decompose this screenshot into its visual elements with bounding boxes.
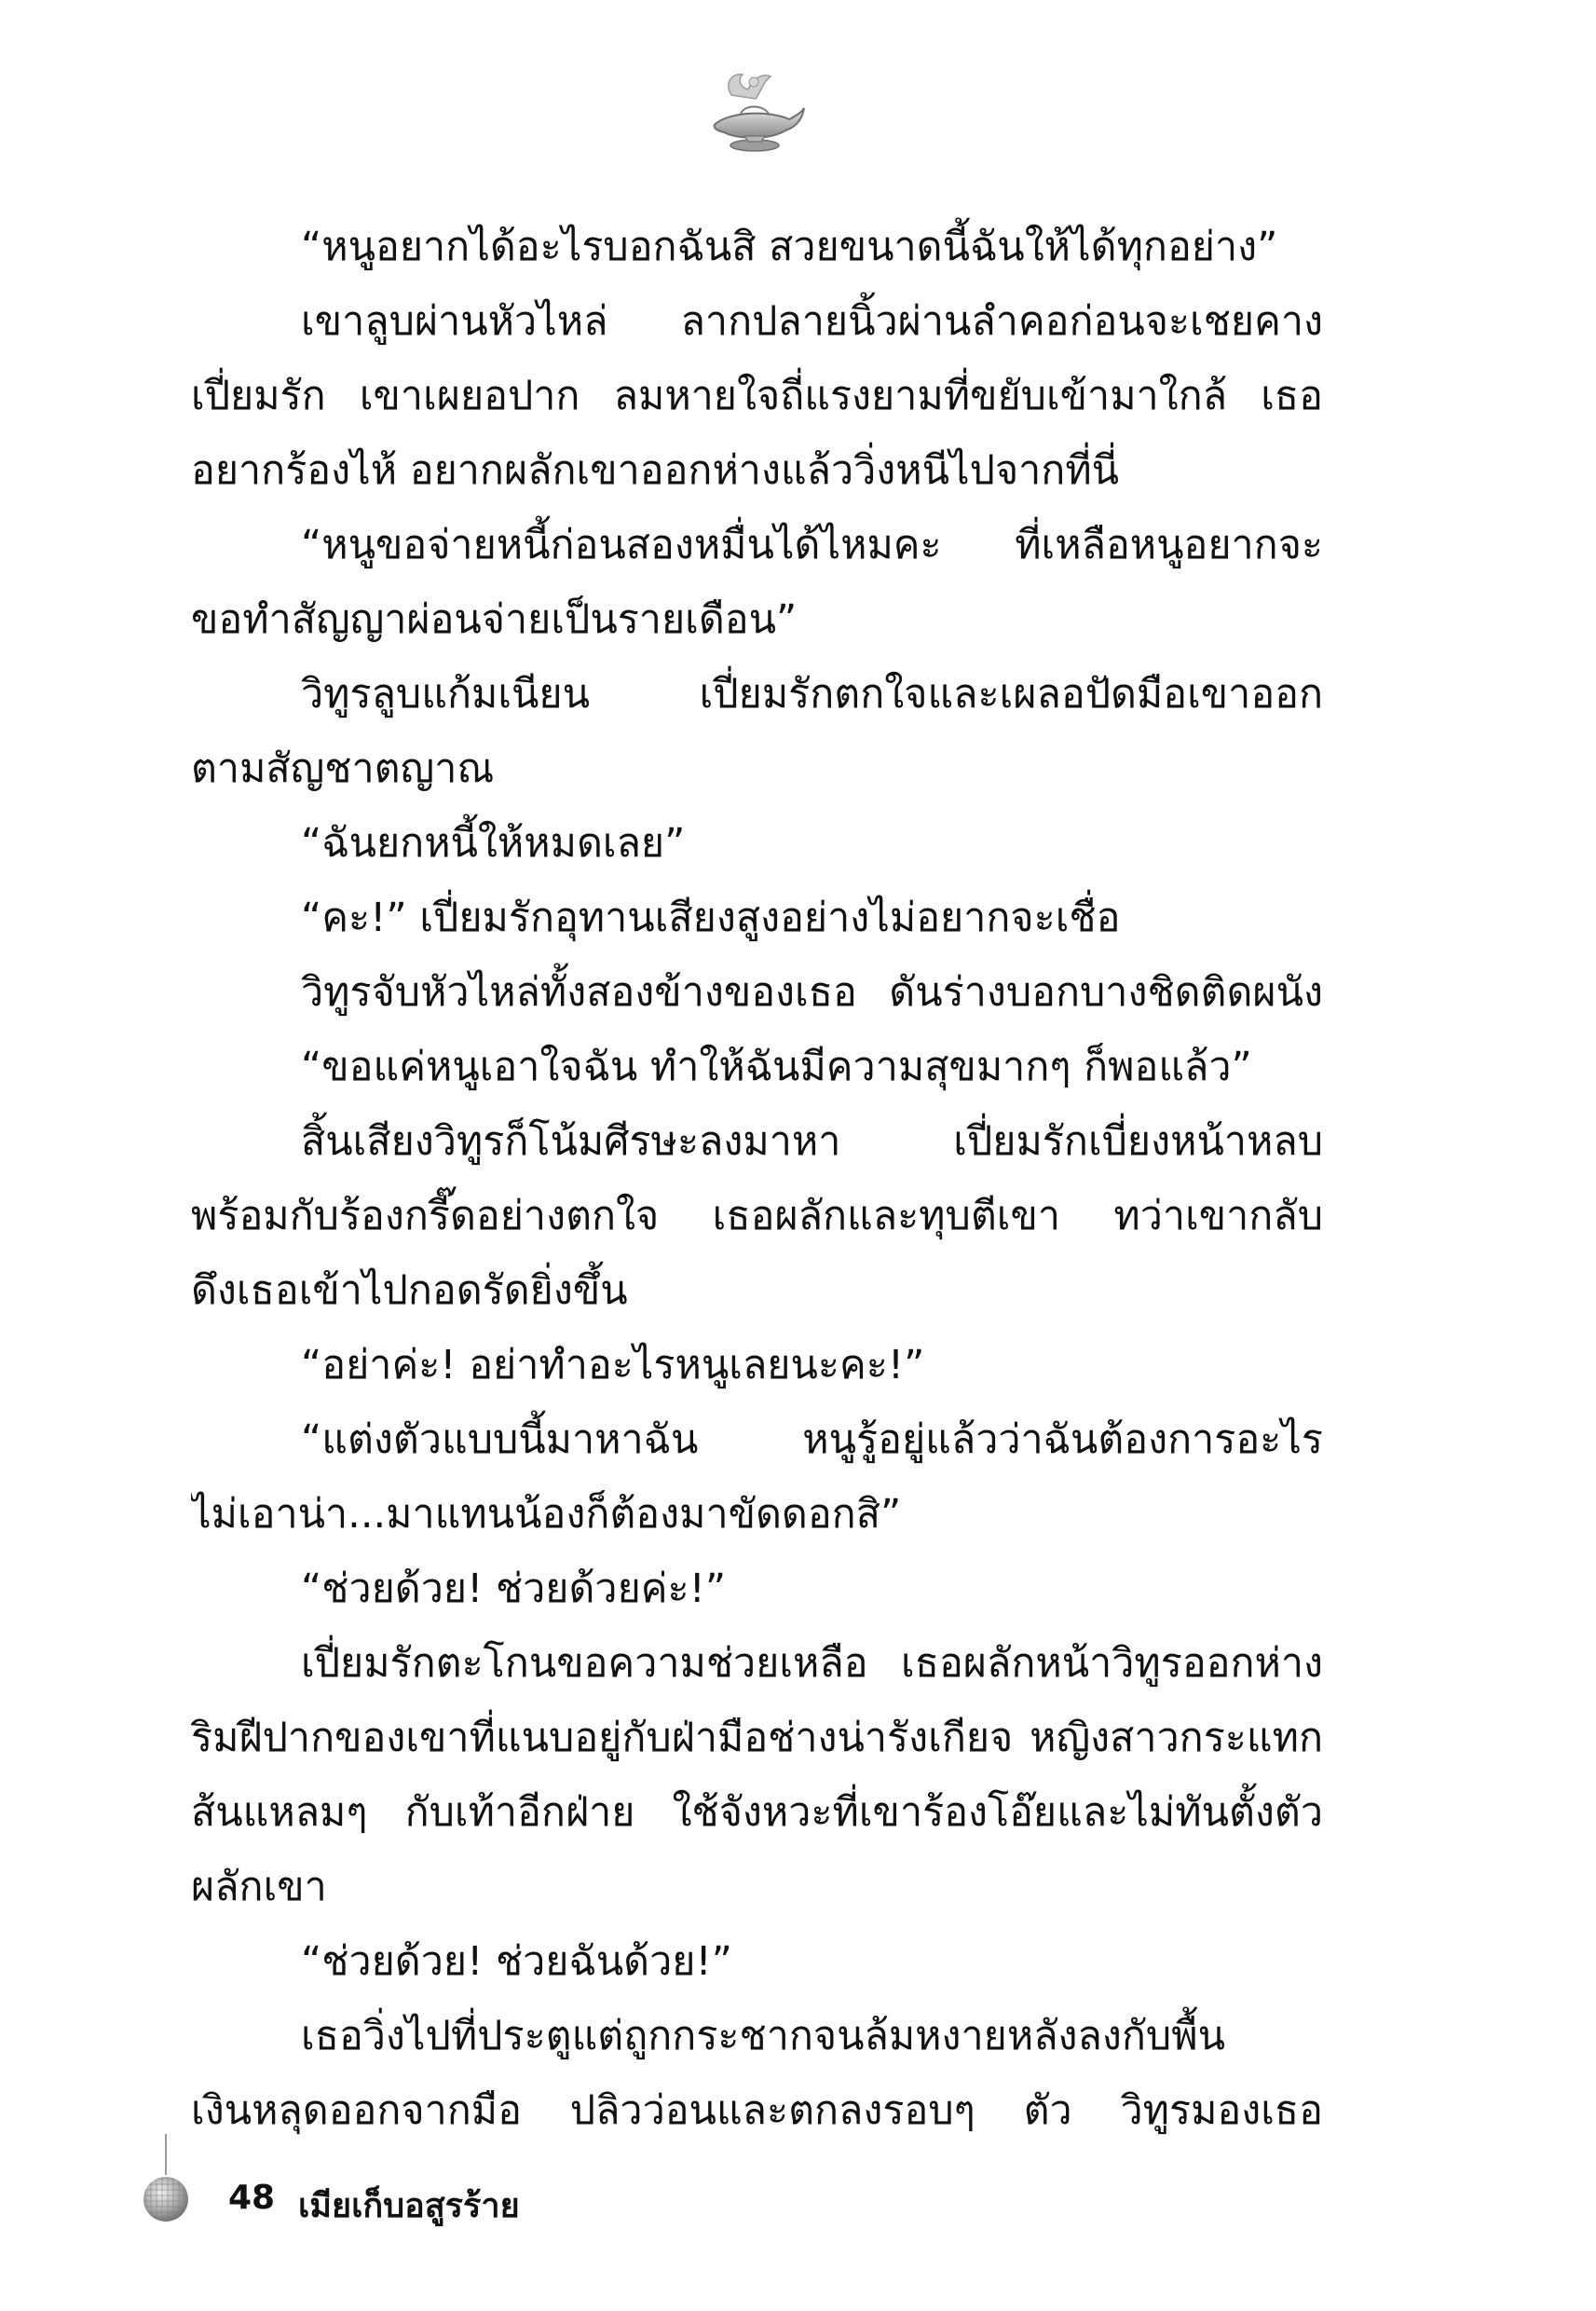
text-line: “หนูอยากได้อะไรบอกฉันสิ สวยขนาดนี้ฉันให้ได้ทุกอย่าง” xyxy=(301,224,1278,270)
text-line: เงินหลุดออกจากมือ ปลิวว่อนและตกลงรอบๆ ตัว วิทูรมองเธอ xyxy=(191,2087,1323,2134)
body-text xyxy=(191,210,1323,2148)
page-footer xyxy=(140,2134,792,2227)
text-line: เขาลูบผ่านหัวไหล่ ลากปลายนิ้วผ่านลำคอก่อนจะเชยคาง xyxy=(301,298,1323,345)
text-line: เธอวิ่งไปที่ประตูแต่ถูกกระชากจนล้มหงายหลังลงกับพื้น xyxy=(301,2013,1225,2059)
text-line: อยากร้องไห้ อยากผลักเขาออกห่างแล้ววิ่งหนีไปจากที่นี่ xyxy=(191,447,1120,494)
text-line: “แต่งตัวแบบนี้มาหาฉัน หนูรู้อยู่แล้วว่าฉันต้องการอะไร xyxy=(301,1416,1323,1463)
text-line: พร้อมกับร้องกรี๊ดอย่างตกใจ เธอผลักและทุบตีเขา ทว่าเขากลับ xyxy=(191,1193,1323,1239)
text-line: “อย่าค่ะ! อย่าทำอะไรหนูเลยนะคะ!” xyxy=(301,1342,925,1388)
text-line: “ช่วยด้วย! ช่วยฉันด้วย!” xyxy=(301,1938,732,1985)
genie-lamp-icon xyxy=(703,67,806,156)
text-line: วิทูรจับหัวไหล่ทั้งสองข้างของเธอ ดันร่างบอกบางชิดติดผนัง xyxy=(301,969,1323,1016)
text-line: “คะ!” เปี่ยมรักอุทานเสียงสูงอย่างไม่อยากจะเชื่อ xyxy=(301,895,1121,941)
text-line: “ช่วยด้วย! ช่วยด้วยค่ะ!” xyxy=(301,1566,727,1612)
text-line: ตามสัญชาตญาณ xyxy=(191,745,495,792)
text-line: เปี่ยมรักตะโกนขอความช่วยเหลือ เธอผลักหน้าวิทูรออกห่าง xyxy=(301,1640,1323,1687)
book-title: เมียเก็บอสูรร้าย xyxy=(298,2187,520,2225)
text-line: สิ้นเสียงวิทูรก็โน้มศีรษะลงมาหา เปี่ยมรักเบี่ยงหน้าหลบ xyxy=(301,1118,1323,1165)
text-line: ดึงเธอเข้าไปกอดรัดยิ่งขึ้น xyxy=(191,1267,628,1314)
disco-ball-icon xyxy=(140,2134,192,2227)
text-line: “ขอแค่หนูเอาใจฉัน ทำให้ฉันมีความสุขมากๆ ก็พอแล้ว” xyxy=(301,1044,1252,1090)
text-line: วิทูรลูบแก้มเนียน เปี่ยมรักตกใจและเผลอปัดมือเขาออก xyxy=(301,671,1323,718)
text-line: ผลักเขา xyxy=(191,1864,327,1910)
text-line: ริมฝีปากของเขาที่แนบอยู่กับฝ่ามือช่างน่ารังเกียจ หญิงสาวกระแทก xyxy=(191,1715,1323,1761)
text-line: “ฉันยกหนี้ให้หมดเลย” xyxy=(301,820,686,867)
text-line: ส้นแหลมๆ กับเท้าอีกฝ่าย ใช้จังหวะที่เขาร้องโอ๊ยและไม่ทันตั้งตัว xyxy=(191,1789,1323,1836)
text-line: ไม่เอาน่า...มาแทนน้องก็ต้องมาขัดดอกสิ” xyxy=(191,1491,902,1538)
text-line: เปี่ยมรัก เขาเผยอปาก ลมหายใจถี่แรงยามที่ขยับเข้ามาใกล้ เธอ xyxy=(191,373,1323,419)
text-line: ขอทำสัญญาผ่อนจ่ายเป็นรายเดือน” xyxy=(191,596,798,643)
text-line: “หนูขอจ่ายหนี้ก่อนสองหมื่นได้ไหมคะ ที่เหลือหนูอยากจะ xyxy=(301,522,1323,568)
page-number: 48 xyxy=(228,2179,276,2217)
